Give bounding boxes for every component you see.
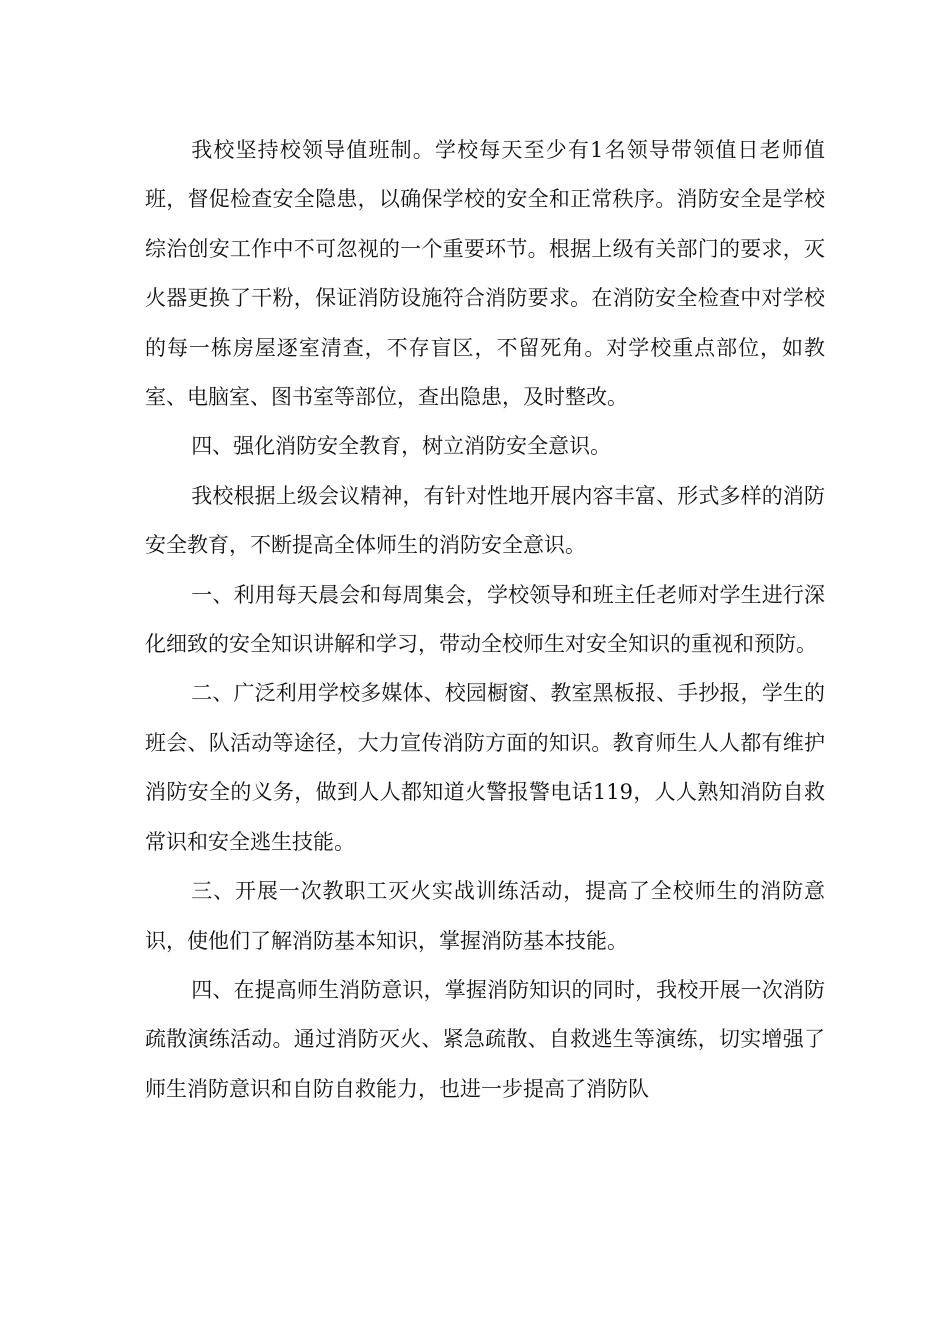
paragraph-item-one: 一、利用每天晨会和每周集会，学校领导和班主任老师对学生进行深化细致的安全知识讲解和学习，带动全校师生对安全知识的重视和预防。 bbox=[145, 582, 825, 657]
paragraph-item-three: 三、开展一次教职工灭火实战训练活动，提高了全校师生的消防意识，使他们了解消防基本知识，掌握消防基本技能。 bbox=[145, 879, 825, 953]
paragraph-education-intro: 我校根据上级会议精神，有针对性地开展内容丰富、形式多样的消防安全教育，不断提高全体师生的消防安全意识。 bbox=[145, 483, 825, 558]
section-heading-safety-education: 四、强化消防安全教育，树立消防安全意识。 bbox=[191, 434, 612, 459]
document-page bbox=[145, 126, 825, 1114]
paragraph-item-four: 四、在提高师生消防意识，掌握消防知识的同时，我校开展一次消防疏散演练活动。通过消防灭火、紧急疏散、自救逃生等演练，切实增强了师生消防意识和自防自救能力，也进一步提高了消防队 bbox=[145, 977, 825, 1101]
paragraph-item-two: 二、广泛利用学校多媒体、校园橱窗、教室黑板报、手抄报，学生的班会、队活动等途径，大力宣传消防方面的知识。教育师生人人都有维护消防安全的义务，做到人人都知道火警报警电话119，人人熟知消防自救常识和安全逃生技能。 bbox=[145, 681, 825, 854]
paragraph-duty-system: 我校坚持校领导值班制。学校每天至少有1名领导带领值日老师值班，督促检查安全隐患，以确保学校的安全和正常秩序。消防安全是学校综治创安工作中不可忽视的一个重要环节。根据上级有关部门的要求，灭火器更换了干粉，保证消防设施符合消防要求。在消防安全检查中对学校的每一栋房屋逐室清查，不存盲区，不留死角。对学校重点部位，如教室、电脑室、图书室等部位，查出隐患，及时整改。 bbox=[145, 138, 825, 410]
